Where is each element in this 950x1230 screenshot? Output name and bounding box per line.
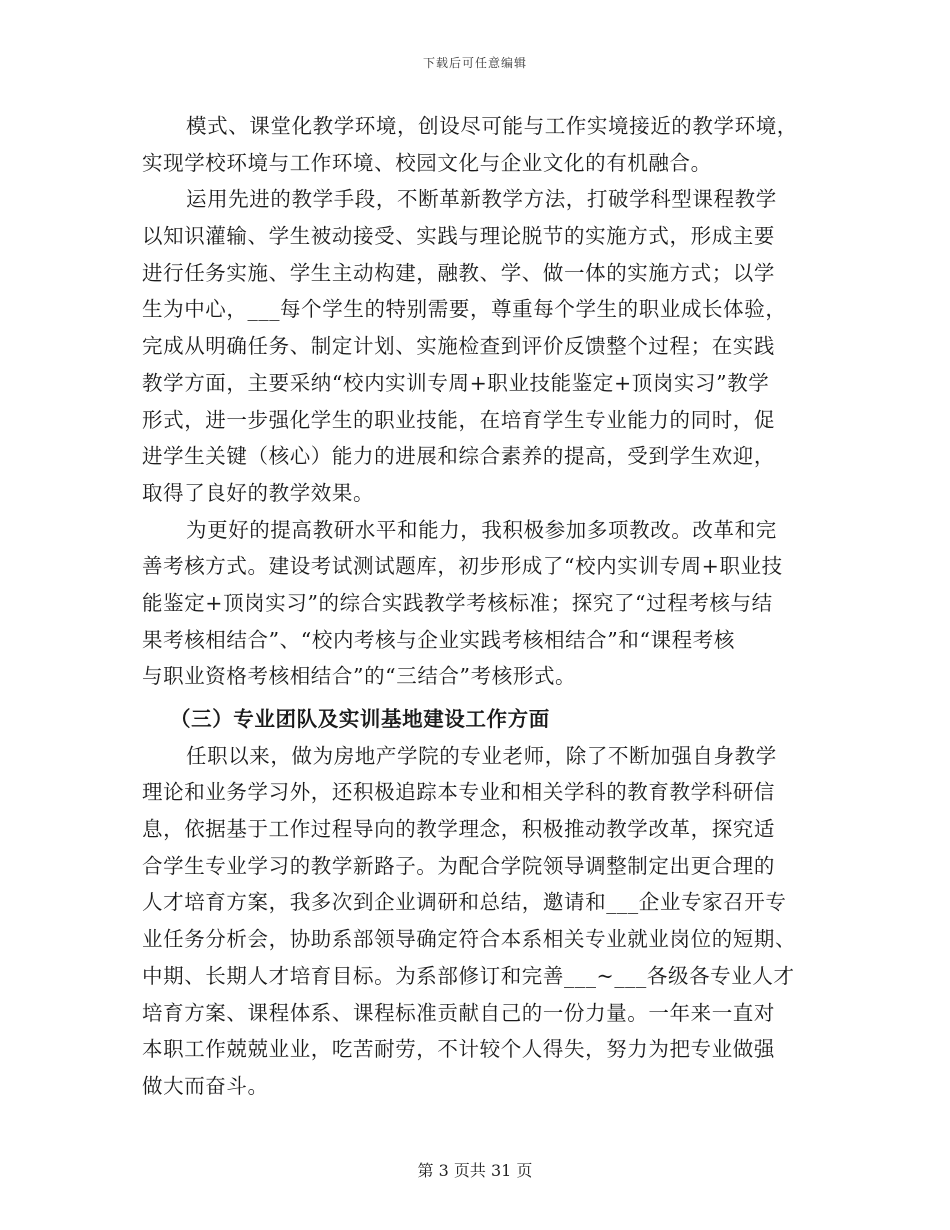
- text-line: 完成从明确任务、制定计划、实施检查到评价反馈整个过程；在实践: [142, 334, 775, 359]
- paragraph-3: [142, 512, 802, 695]
- text-line: 本职工作兢兢业业，吃苦耐劳，不计较个人得失，努力为把专业做强: [142, 1037, 775, 1062]
- text-line: 以知识灌输、学生被动接受、实践与理论脱节的实施方式，形成主要: [142, 224, 775, 249]
- text-line: 进行任务实施、学生主动构建，融教、学、做一体的实施方式；以学: [142, 260, 775, 285]
- text-line: 进学生关键（核心）能力的进展和综合素养的提高，受到学生欢迎，: [142, 444, 775, 469]
- paragraph-1: [142, 108, 802, 181]
- text-line: 做大而奋斗。: [142, 1073, 269, 1098]
- text-line: 能鉴定+顶岗实习”的综合实践教学考核标准；探究了“过程考核与结: [142, 590, 773, 615]
- paragraph-2: [142, 181, 802, 511]
- text-line: 中期、长期人才培育目标。为系部修订和完善___~___各级各专业人才: [142, 963, 795, 988]
- text-line: 形式，进一步强化学生的职业技能，在培育学生专业能力的同时，促: [142, 407, 775, 432]
- text-line: 合学生专业学习的教学新路子。为配合学院领导调整制定出更合理的: [142, 853, 775, 878]
- text-line: 运用先进的教学手段，不断革新教学方法，打破学科型课程教学: [186, 187, 777, 212]
- text-line: 理论和业务学习外，还积极追踪本专业和相关学科的教育教学科研信: [142, 780, 775, 805]
- page-header: 下载后可任意编辑: [422, 56, 527, 70]
- page-footer: 第 3 页共 31 页: [417, 1161, 533, 1180]
- text-line: 与职业资格考核相结合”的“三结合”考核形式。: [142, 664, 577, 689]
- text-line: 果考核相结合”、“校内考核与企业实践考核相结合”和“课程考核: [142, 627, 735, 652]
- text-line: 任职以来，做为房地产学院的专业老师，除了不断加强自身教学: [186, 743, 777, 768]
- text-line: 业任务分析会，协助系部领导确定符合本系相关专业就业岗位的短期、: [142, 927, 797, 952]
- text-line: 培育方案、课程体系、课程标准贡献自己的一份力量。一年来一直对: [142, 1000, 775, 1025]
- text-line: 取得了良好的教学效果。: [142, 480, 375, 505]
- text-line: 息，依据基于工作过程导向的教学理念，积极推动教学改革，探究适: [142, 817, 775, 842]
- document-body: [142, 108, 802, 1105]
- paragraph-4: [142, 738, 802, 1105]
- text-line: 模式、课堂化教学环境，创设尽可能与工作实境接近的教学环境，: [186, 114, 798, 138]
- text-line: 教学方面，主要采纳“校内实训专周+职业技能鉴定+顶岗实习”教学: [142, 370, 770, 395]
- section-heading: （三）专业团队及实训基地建设工作方面: [170, 707, 550, 731]
- text-line: 实现学校环境与工作环境、校园文化与企业文化的有机融合。: [142, 150, 712, 175]
- text-line: 善考核方式。建设考试测试题库，初步形成了“校内实训专周+职业技: [142, 554, 783, 579]
- text-line: 为更好的提高教研水平和能力，我积极参加多项教改。改革和完: [186, 517, 777, 542]
- text-line: 生为中心，___每个学生的特别需要，尊重每个学生的职业成长体验，: [142, 297, 787, 322]
- text-line: 人才培育方案，我多次到企业调研和总结，邀请和___企业专家召开专: [142, 890, 787, 915]
